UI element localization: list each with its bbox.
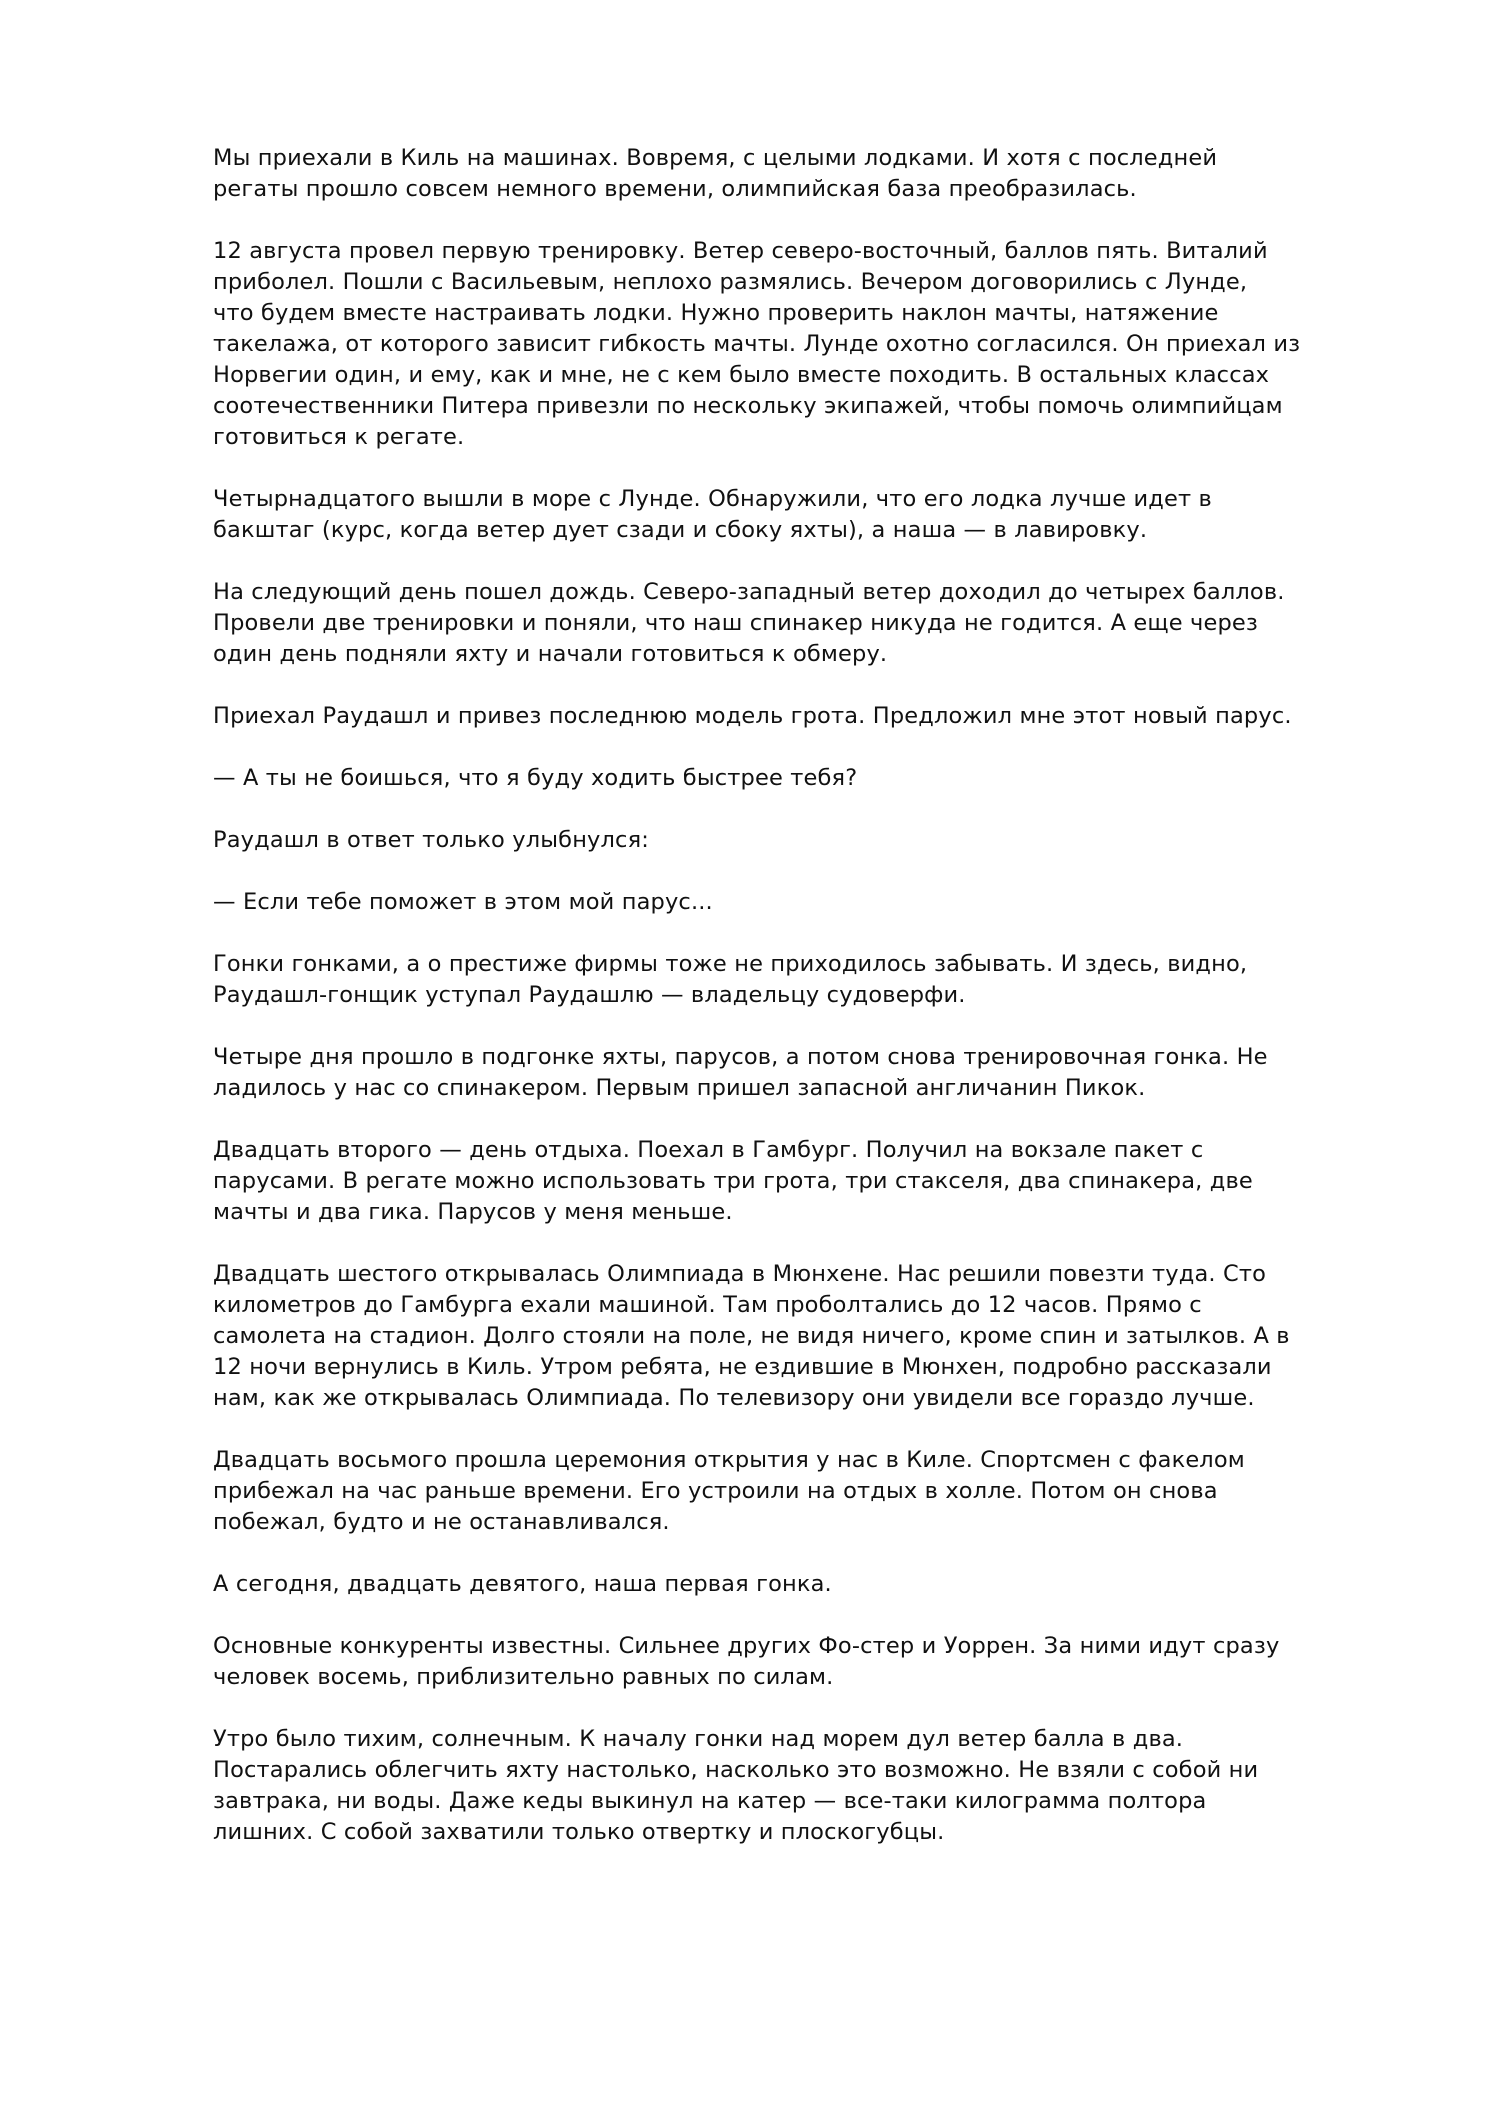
text-line: Двадцать восьмого прошла церемония открытия у нас в Киле. Спортсмен с факелом bbox=[213, 1447, 1245, 1473]
text-line: 12 августа провел первую тренировку. Ветер северо-восточный, баллов пять. Виталий bbox=[213, 238, 1268, 264]
text-line: Утро было тихим, солнечным. К началу гонки над морем дул ветер балла в два. bbox=[213, 1726, 1184, 1752]
text-line: мачты и два гика. Парусов у меня меньше. bbox=[213, 1199, 733, 1225]
text-line: самолета на стадион. Долго стояли на поле, не видя ничего, кроме спин и затылков. А в bbox=[213, 1323, 1290, 1349]
text-line: 12 ночи вернулись в Киль. Утром ребята, не ездившие в Мюнхен, подробно рассказали bbox=[213, 1354, 1272, 1380]
text-line: приболел. Пошли с Васильевым, неплохо размялись. Вечером договорились с Лунде, bbox=[213, 269, 1248, 295]
paragraph-competitors bbox=[213, 1631, 1413, 1693]
text-line: — Если тебе поможет в этом мой парус... bbox=[213, 889, 713, 915]
paragraph-arrival bbox=[213, 143, 1413, 205]
text-line: Раудашл в ответ только улыбнулся: bbox=[213, 827, 649, 853]
text-line: один день подняли яхту и начали готовиться к обмеру. bbox=[213, 641, 888, 667]
text-line: Провели две тренировки и поняли, что наш спинакер никуда не годится. А еще через bbox=[213, 610, 1259, 636]
document-page bbox=[213, 143, 1413, 1848]
text-line: прибежал на час раньше времени. Его устроили на отдых в холле. Потом он снова bbox=[213, 1478, 1218, 1504]
paragraph-four-days bbox=[213, 1042, 1413, 1104]
text-line: что будем вместе настраивать лодки. Нужно проверить наклон мачты, натяжение bbox=[213, 300, 1219, 326]
text-line: лишних. С собой захватили только отвертку и плоскогубцы. bbox=[213, 1819, 945, 1845]
text-line: Двадцать шестого открывалась Олимпиада в Мюнхене. Нас решили повезти туда. Сто bbox=[213, 1261, 1267, 1287]
paragraph-raudaschl-arrives bbox=[213, 701, 1413, 732]
text-line: регаты прошло совсем немного времени, олимпийская база преобразилась. bbox=[213, 176, 1137, 202]
text-line: А сегодня, двадцать девятого, наша первая гонка. bbox=[213, 1571, 832, 1597]
text-line: Приехал Раудашл и привез последнюю модель грота. Предложил мне этот новый парус. bbox=[213, 703, 1292, 729]
text-line: соотечественники Питера привезли по нескольку экипажей, чтобы помочь олимпийцам bbox=[213, 393, 1283, 419]
text-line: На следующий день пошел дождь. Северо-западный ветер доходил до четырех баллов. bbox=[213, 579, 1285, 605]
text-line: километров до Гамбурга ехали машиной. Там проболтались до 12 часов. Прямо с bbox=[213, 1292, 1202, 1318]
text-line: Раудашл-гонщик уступал Раудашлю — владельцу судоверфи. bbox=[213, 982, 966, 1008]
paragraph-dialogue-question bbox=[213, 763, 1413, 794]
text-line: такелажа, от которого зависит гибкость мачты. Лунде охотно согласился. Он приехал из bbox=[213, 331, 1301, 357]
paragraph-prestige bbox=[213, 949, 1413, 1011]
text-line: Мы приехали в Киль на машинах. Вовремя, с целыми лодками. И хотя с последней bbox=[213, 145, 1218, 171]
text-line: Норвегии один, и ему, как и мне, не с кем было вместе походить. В остальных классах bbox=[213, 362, 1270, 388]
text-line: бакштаг (курс, когда ветер дует сзади и сбоку яхты), а наша — в лавировку. bbox=[213, 517, 1148, 543]
paragraph-first-training bbox=[213, 236, 1413, 453]
paragraph-today-first-race bbox=[213, 1569, 1413, 1600]
text-line: Двадцать второго — день отдыха. Поехал в Гамбург. Получил на вокзале пакет с bbox=[213, 1137, 1204, 1163]
text-line: Гонки гонками, а о престиже фирмы тоже не приходилось забывать. И здесь, видно, bbox=[213, 951, 1248, 977]
paragraph-dialogue-answer bbox=[213, 887, 1413, 918]
text-line: Четыре дня прошло в подгонке яхты, парусов, а потом снова тренировочная гонка. Не bbox=[213, 1044, 1268, 1070]
text-line: нам, как же открывалась Олимпиада. По телевизору они увидели все гораздо лучше. bbox=[213, 1385, 1255, 1411]
paragraph-twenty-eighth bbox=[213, 1445, 1413, 1538]
text-line: готовиться к регате. bbox=[213, 424, 465, 450]
text-line: Четырнадцатого вышли в море с Лунде. Обнаружили, что его лодка лучше идет в bbox=[213, 486, 1212, 512]
paragraph-twenty-sixth bbox=[213, 1259, 1413, 1414]
text-line: ладилось у нас со спинакером. Первым пришел запасной англичанин Пикок. bbox=[213, 1075, 1146, 1101]
paragraph-raudaschl-smiled bbox=[213, 825, 1413, 856]
text-line: побежал, будто и не останавливался. bbox=[213, 1509, 670, 1535]
text-line: — А ты не боишься, что я буду ходить быстрее тебя? bbox=[213, 765, 858, 791]
paragraph-twenty-second bbox=[213, 1135, 1413, 1228]
paragraph-fourteenth bbox=[213, 484, 1413, 546]
text-line: человек восемь, приблизительно равных по силам. bbox=[213, 1664, 834, 1690]
paragraph-rain bbox=[213, 577, 1413, 670]
text-line: завтрака, ни воды. Даже кеды выкинул на катер — все-таки килограмма полтора bbox=[213, 1788, 1207, 1814]
paragraph-morning bbox=[213, 1724, 1413, 1848]
text-line: Постарались облегчить яхту настолько, насколько это возможно. Не взяли с собой ни bbox=[213, 1757, 1259, 1783]
text-line: парусами. В регате можно использовать три грота, три стакселя, два спинакера, две bbox=[213, 1168, 1253, 1194]
text-line: Основные конкуренты известны. Сильнее других Фо-стер и Уоррен. За ними идут сразу bbox=[213, 1633, 1280, 1659]
